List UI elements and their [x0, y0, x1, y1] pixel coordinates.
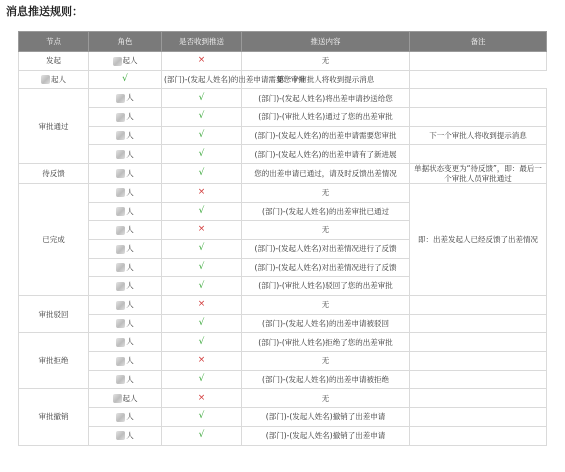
note-cell	[410, 108, 547, 127]
table-row	[19, 408, 547, 427]
cross-icon: ×	[197, 299, 206, 310]
content-cell: 您的出差申请已通过，请及时反馈出差情况	[242, 164, 410, 184]
received-cell	[162, 352, 242, 371]
role-cell	[89, 389, 162, 408]
content-cell: (部门)-(发起人姓名)将出差申请抄送给您	[242, 89, 410, 108]
role-cell	[89, 183, 162, 202]
note-cell: 即：出差发起人已经反馈了出差情况	[410, 183, 547, 295]
role-cell	[89, 370, 162, 389]
header-node: 节点	[19, 32, 89, 52]
role-cell	[89, 52, 162, 71]
check-icon: √	[198, 411, 205, 422]
role-text: 人	[126, 187, 134, 197]
received-cell	[162, 202, 242, 221]
check-icon: √	[198, 92, 205, 103]
role-cell	[19, 70, 89, 89]
cross-icon: ×	[197, 187, 206, 198]
blurred-name-icon	[116, 319, 125, 328]
check-icon: √	[198, 243, 205, 254]
table-row	[19, 89, 547, 108]
blurred-name-icon	[116, 94, 125, 103]
note-cell	[410, 352, 547, 371]
role-text: 人	[126, 130, 134, 140]
note-cell: 单据状态变更为“待反馈”，即：最后一个审批人员审批通过	[410, 164, 547, 184]
role-cell	[89, 164, 162, 184]
blurred-name-icon	[116, 188, 125, 197]
content-cell: (部门)-(发起人姓名)的出差申请被拒绝	[242, 370, 410, 389]
role-cell	[89, 352, 162, 371]
blurred-name-icon	[116, 301, 125, 310]
note-cell: 第一个审批人将收到提示消息	[242, 70, 410, 89]
role-text: 人	[126, 356, 134, 366]
content-cell: (部门)-(审批人姓名)拒绝了您的出差审批	[242, 333, 410, 352]
check-icon: √	[198, 167, 205, 178]
note-cell	[410, 314, 547, 333]
node-cell: 已完成	[19, 183, 89, 295]
table-row	[19, 370, 547, 389]
content-cell: (部门)-(发起人姓名)的出差申请需要您审批	[242, 126, 410, 145]
role-cell	[89, 89, 162, 108]
table-row	[19, 183, 547, 202]
received-cell	[162, 258, 242, 277]
blurred-name-icon	[41, 75, 50, 84]
received-cell	[162, 408, 242, 427]
table-header-row	[19, 32, 547, 52]
role-text: 人	[126, 112, 134, 122]
content-cell: 无	[242, 389, 410, 408]
role-cell	[89, 277, 162, 296]
received-cell	[162, 145, 242, 164]
role-text: 人	[126, 412, 134, 422]
check-icon: √	[198, 261, 205, 272]
role-text: 起人	[51, 74, 66, 84]
header-note: 备注	[410, 32, 547, 52]
blurred-name-icon	[113, 394, 122, 403]
node-cell: 审批撤销	[19, 389, 89, 445]
role-cell	[89, 221, 162, 240]
check-icon: √	[198, 111, 205, 122]
blurred-name-icon	[116, 245, 125, 254]
role-text: 起人	[122, 56, 138, 66]
check-icon: √	[122, 73, 128, 84]
role-text: 人	[126, 206, 134, 216]
table-row	[19, 164, 547, 184]
role-text: 人	[126, 244, 134, 254]
check-icon: √	[198, 430, 205, 441]
node-cell: 待反馈	[19, 164, 89, 184]
table-row	[19, 389, 547, 408]
table-row	[19, 108, 547, 127]
role-cell	[89, 202, 162, 221]
content-cell: (部门)-(发起人姓名)撤销了出差申请	[242, 408, 410, 427]
content-cell: (部门)-(发起人姓名)的出差申请需要您审批	[162, 70, 242, 89]
header-content: 推送内容	[242, 32, 410, 52]
content-cell: (部门)-(审批人姓名)驳回了您的出差审批	[242, 277, 410, 296]
check-icon: √	[198, 336, 205, 347]
table-row	[19, 70, 547, 89]
role-cell	[89, 426, 162, 445]
received-cell	[162, 389, 242, 408]
blurred-name-icon	[116, 131, 125, 140]
role-cell	[89, 108, 162, 127]
role-cell	[89, 145, 162, 164]
table-row	[19, 296, 547, 315]
note-cell	[410, 408, 547, 427]
blurred-name-icon	[113, 57, 122, 66]
role-text: 人	[126, 149, 134, 159]
role-cell	[89, 408, 162, 427]
received-cell	[162, 333, 242, 352]
received-cell	[162, 183, 242, 202]
role-cell	[89, 126, 162, 145]
note-cell	[410, 52, 547, 71]
received-cell	[89, 70, 162, 89]
received-cell	[162, 89, 242, 108]
received-cell	[162, 239, 242, 258]
role-text: 人	[126, 225, 134, 235]
content-cell: (部门)-(审批人姓名)通过了您的出差审批	[242, 108, 410, 127]
role-text: 人	[126, 318, 134, 328]
blurred-name-icon	[116, 263, 125, 272]
received-cell	[162, 221, 242, 240]
note-cell	[410, 389, 547, 408]
push-rules-table	[18, 31, 547, 446]
note-cell	[410, 370, 547, 389]
role-text: 人	[126, 430, 134, 440]
blurred-name-icon	[116, 431, 125, 440]
received-cell	[162, 296, 242, 315]
blurred-name-icon	[116, 338, 125, 347]
received-cell	[162, 126, 242, 145]
note-cell	[410, 89, 547, 108]
check-icon: √	[198, 280, 205, 291]
role-cell	[89, 333, 162, 352]
received-cell	[162, 164, 242, 184]
blurred-name-icon	[116, 169, 125, 178]
content-cell: 无	[242, 183, 410, 202]
received-cell	[162, 314, 242, 333]
role-cell	[89, 258, 162, 277]
table-row	[19, 352, 547, 371]
role-text: 人	[126, 337, 134, 347]
role-text: 人	[126, 374, 134, 384]
check-icon: √	[198, 129, 205, 140]
header-received: 是否收到推送	[162, 32, 242, 52]
check-icon: √	[198, 317, 205, 328]
check-icon: √	[198, 148, 205, 159]
cross-icon: ×	[197, 224, 206, 235]
received-cell	[162, 370, 242, 389]
table-row	[19, 333, 547, 352]
table-row	[19, 426, 547, 445]
content-cell: 无	[242, 296, 410, 315]
role-cell	[89, 296, 162, 315]
note-cell	[410, 296, 547, 315]
table-body	[19, 52, 547, 446]
node-cell: 审批拒绝	[19, 333, 89, 389]
role-text: 起人	[122, 393, 138, 403]
content-cell: (部门)-(发起人姓名)的出差申请被驳回	[242, 314, 410, 333]
node-cell: 审批驳回	[19, 296, 89, 333]
blurred-name-icon	[116, 413, 125, 422]
node-cell: 审批通过	[19, 89, 89, 164]
role-text: 人	[126, 168, 134, 178]
content-cell: (部门)-(发起人姓名)对出差情况进行了反馈	[242, 239, 410, 258]
page-title: 消息推送规则：	[6, 5, 83, 18]
blurred-name-icon	[116, 375, 125, 384]
content-cell: 无	[242, 221, 410, 240]
role-text: 人	[126, 93, 134, 103]
role-cell	[89, 314, 162, 333]
table-row	[19, 314, 547, 333]
received-cell	[162, 52, 242, 71]
table-row	[19, 52, 547, 71]
content-cell: (部门)-(发起人姓名)的出差申请有了新进展	[242, 145, 410, 164]
role-text: 人	[126, 262, 134, 272]
content-cell: 无	[242, 52, 410, 71]
blurred-name-icon	[116, 282, 125, 291]
blurred-name-icon	[116, 113, 125, 122]
content-cell: (部门)-(发起人姓名)撤销了出差申请	[242, 426, 410, 445]
note-cell	[410, 145, 547, 164]
table-row	[19, 126, 547, 145]
note-cell	[410, 333, 547, 352]
check-icon: √	[198, 205, 205, 216]
content-cell: (部门)-(发起人姓名)的出差审批已通过	[242, 202, 410, 221]
role-text: 人	[126, 281, 134, 291]
received-cell	[162, 426, 242, 445]
blurred-name-icon	[116, 226, 125, 235]
cross-icon: ×	[197, 392, 206, 403]
table-row	[19, 145, 547, 164]
content-cell: 无	[242, 352, 410, 371]
content-cell: (部门)-(发起人姓名)对出差情况进行了反馈	[242, 258, 410, 277]
cross-icon: ×	[197, 55, 206, 66]
node-cell: 发起	[19, 52, 89, 71]
blurred-name-icon	[116, 357, 125, 366]
received-cell	[162, 277, 242, 296]
blurred-name-icon	[116, 207, 125, 216]
note-cell: 下一个审批人将收到提示消息	[410, 126, 547, 145]
header-role: 角色	[89, 32, 162, 52]
note-cell	[410, 426, 547, 445]
role-cell	[89, 239, 162, 258]
blurred-name-icon	[116, 150, 125, 159]
cross-icon: ×	[197, 355, 206, 366]
role-text: 人	[126, 300, 134, 310]
check-icon: √	[198, 373, 205, 384]
received-cell	[162, 108, 242, 127]
